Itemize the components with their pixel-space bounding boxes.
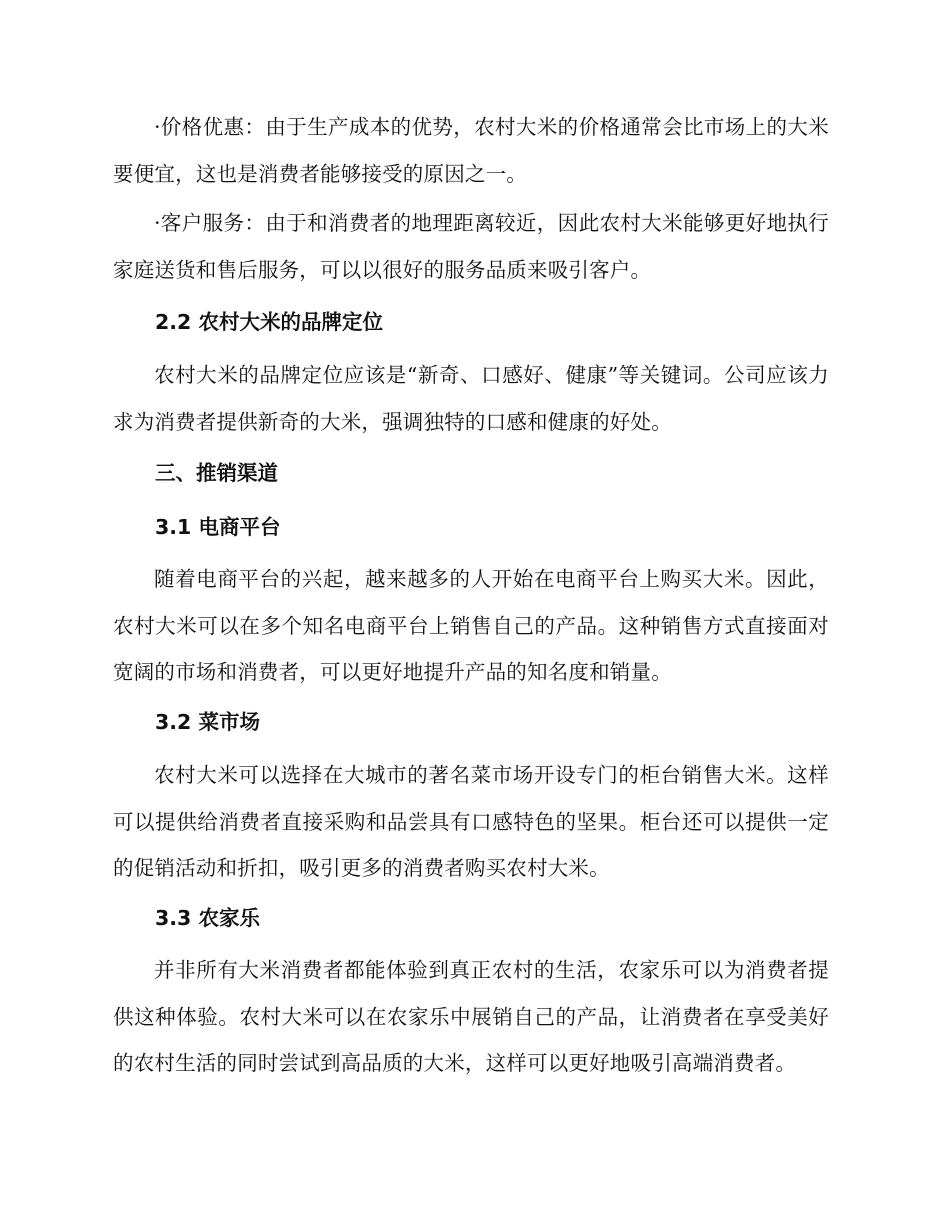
farm-stay-paragraph: 并非所有大米消费者都能体验到真正农村的生活，农家乐可以为消费者提供这种体验。农村大米可以在农家乐中展销自己的产品，让消费者在享受美好的农村生活的同时尝试到高品质的大米，这样可以更好地吸引高端消费者。 <box>113 958 829 1075</box>
ecommerce-paragraph: 随着电商平台的兴起，越来越多的人开始在电商平台上购买大米。因此，农村大米可以在多个知名电商平台上销售自己的产品。这种销售方式直接面对宽阔的市场和消费者，可以更好地提升产品的知名度和销量。 <box>113 567 829 684</box>
section-heading-3-3: 3.3 农家乐 <box>155 906 260 930</box>
bullet-service-paragraph: ·客户服务：由于和消费者的地理距离较近，因此农村大米能够更好地执行家庭送货和售后服务，可以以很好的服务品质来吸引客户。 <box>113 211 829 282</box>
section-heading-3: 三、推销渠道 <box>155 461 278 485</box>
brand-positioning-paragraph: 农村大米的品牌定位应该是“新奇、口感好、健康”等关键词。公司应该力求为消费者提供新奇的大米，强调独特的口感和健康的好处。 <box>113 363 829 434</box>
section-heading-3-1: 3.1 电商平台 <box>155 515 281 539</box>
bullet-price-paragraph: ·价格优惠：由于生产成本的优势，农村大米的价格通常会比市场上的大米要便宜，这也是消费者能够接受的原因之一。 <box>113 115 829 186</box>
section-heading-3-2: 3.2 菜市场 <box>155 710 260 734</box>
section-heading-2-2: 2.2 农村大米的品牌定位 <box>155 310 383 334</box>
vegetable-market-paragraph: 农村大米可以选择在大城市的著名菜市场开设专门的柜台销售大米。这样可以提供给消费者直接采购和品尝具有口感特色的坚果。柜台还可以提供一定的促销活动和折扣，吸引更多的消费者购买农村大米。 <box>113 763 829 880</box>
